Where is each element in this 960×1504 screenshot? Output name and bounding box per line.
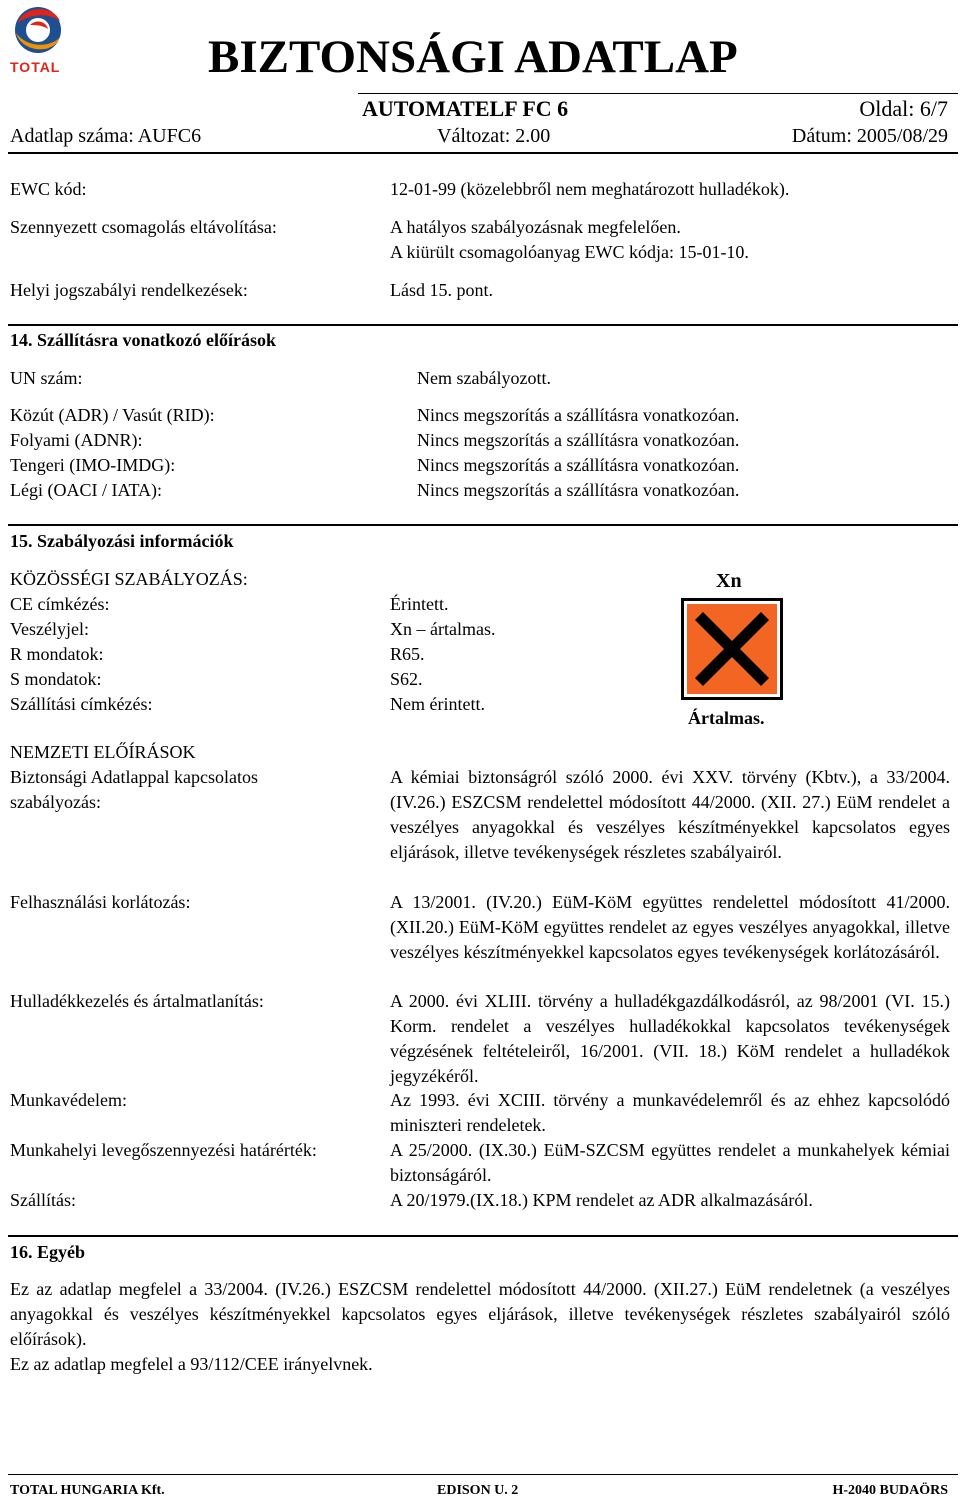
section-14-title: 14. Szállításra vonatkozó előírások: [10, 330, 276, 350]
document-title: BIZTONSÁGI ADATLAP: [208, 31, 738, 83]
logo-text: TOTAL: [10, 59, 61, 75]
un-number-label: UN szám:: [10, 368, 83, 388]
transport-value-river: Nincs megszorítás a szállításra vonatkozóan.: [417, 430, 740, 450]
hazard-symbol-code: Xn: [716, 570, 742, 592]
use-restriction-text: A 13/2001. (IV.20.) EüM-KöM együttes rendelettel módosított 41/2000. (XII.20.) EüM-KöM együttes rendelet az egyes veszélyes anyagokkal, illetve veszélyes készítményekkel kapcsolatos egyes tevékenységek korlátozásáról.: [390, 892, 950, 962]
footer-city: H-2040 BUDAÖRS: [832, 1483, 948, 1498]
eu-label-ce: CE címkézés:: [10, 594, 110, 614]
waste-label: Hulladékkezelés és ártalmatlanítás:: [10, 991, 264, 1011]
sds-label-line-2: szabályozás:: [10, 792, 101, 812]
sds-text: A kémiai biztonságról szóló 2000. évi XXV. törvény (Kbtv.), a 33/2004. (IV.26.) ESZCSM rendelettel módosított 44/2000. (XII. 27.) EüM rendelet a veszélyes anyagokkal és veszélyes készítményekkel kapcsolatos egyes eljárások, illetve tevékenységek részletes szabályairól.: [390, 767, 950, 862]
footer-company: TOTAL HUNGARIA Kft.: [10, 1483, 165, 1498]
date: Dátum: 2005/08/29: [791, 125, 948, 147]
product-name: AUTOMATELF FC 6: [362, 96, 569, 121]
eu-label-transport: Szállítási címkézés:: [10, 694, 153, 714]
work-safety-label: Munkavédelem:: [10, 1090, 127, 1110]
eu-regulation-heading: KÖZÖSSÉGI SZABÁLYOZÁS:: [10, 569, 248, 589]
ewc-label: EWC kód:: [10, 179, 87, 199]
eu-value-ce: Érintett.: [390, 594, 449, 614]
saint-andrew-cross-icon: [681, 598, 783, 700]
section-16-rule: [8, 1235, 958, 1237]
eu-value-r: R65.: [390, 644, 425, 664]
sheet-number: Adatlap száma: AUFC6: [10, 125, 202, 147]
use-restriction-label: Felhasználási korlátozás:: [10, 892, 191, 912]
footer-rule: [8, 1474, 958, 1475]
transport-reg-label: Szállítás:: [10, 1190, 76, 1210]
air-limit-text: A 25/2000. (IX.30.) EüM-SZCSM együttes rendelet a munkahelyek kémiai biztonságáról.: [390, 1140, 950, 1185]
section-16-paragraph: Ez az adatlap megfelel a 33/2004. (IV.26.) ESZCSM rendelettel módosított 44/2000. (XII.27.) EüM rendeletnek (a veszélyes anyagokkal és veszélyes készítményekkel kapcsolatos egyes eljárások, illetve tevékenységek részletes szabályairól szóló előírások).: [10, 1279, 950, 1349]
eu-value-s: S62.: [390, 669, 423, 689]
transport-reg-text: A 20/1979.(IX.18.) KPM rendelet az ADR alkalmazásáról.: [390, 1190, 813, 1210]
eu-label-r: R mondatok:: [10, 644, 104, 664]
footer-street: EDISON U. 2: [437, 1483, 519, 1498]
transport-label-river: Folyami (ADNR):: [10, 430, 143, 450]
total-logo-icon: [8, 3, 68, 57]
header-rule: [8, 152, 958, 154]
eu-label-hazard: Veszélyjel:: [10, 619, 89, 639]
packaging-value-1: A hatályos szabályozásnak megfelelően.: [390, 217, 681, 237]
packaging-value-2: A kiürült csomagolóanyag EWC kódja: 15-01-10.: [390, 242, 749, 262]
eu-value-hazard: Xn – ártalmas.: [390, 619, 496, 639]
section-15-rule: [8, 524, 958, 526]
national-heading: NEMZETI ELŐÍRÁSOK: [10, 742, 196, 762]
local-law-label: Helyi jogszabályi rendelkezések:: [10, 280, 248, 300]
transport-label-road: Közút (ADR) / Vasút (RID):: [10, 405, 215, 425]
packaging-label: Szennyezett csomagolás eltávolítása:: [10, 217, 277, 237]
version: Változat: 2.00: [437, 125, 551, 147]
section-16-line-2: Ez az adatlap megfelel a 93/112/CEE irányelvnek.: [10, 1354, 373, 1374]
total-logo: [8, 3, 68, 77]
transport-value-road: Nincs megszorítás a szállításra vonatkozóan.: [417, 405, 740, 425]
hazard-symbol: [681, 598, 783, 700]
hazard-symbol-caption: Ártalmas.: [688, 708, 765, 728]
section-16-title: 16. Egyéb: [10, 1242, 86, 1262]
transport-label-air: Légi (OACI / IATA):: [10, 480, 163, 500]
sds-label-line-1: Biztonsági Adatlappal kapcsolatos: [10, 767, 258, 787]
ewc-value: 12-01-99 (közelebbről nem meghatározott hulladékok).: [390, 179, 790, 199]
section-15-title: 15. Szabályozási információk: [10, 531, 234, 551]
transport-value-sea: Nincs megszorítás a szállításra vonatkozóan.: [417, 455, 740, 475]
section-14-rule: [8, 324, 958, 326]
air-limit-label: Munkahelyi levegőszennyezési határérték:: [10, 1140, 317, 1160]
waste-text: A 2000. évi XLIII. törvény a hulladékgazdálkodásról, az 98/2001 (VI. 15.) Korm. rendelet a veszélyes hulladékokkal kapcsolatos tevékenységek végzésének feltételeiről, 16/2001. (VII. 18.) KöM rendelet a hulladékok jegyzékéről.: [390, 991, 950, 1086]
local-law-value: Lásd 15. pont.: [390, 280, 493, 300]
transport-value-air: Nincs megszorítás a szállításra vonatkozóan.: [417, 480, 740, 500]
un-number-value: Nem szabályozott.: [417, 368, 551, 388]
page-number: Oldal: 6/7: [859, 96, 948, 121]
eu-label-s: S mondatok:: [10, 669, 102, 689]
eu-value-transport: Nem érintett.: [390, 694, 485, 714]
transport-label-sea: Tengeri (IMO-IMDG):: [10, 455, 176, 475]
work-safety-text: Az 1993. évi XCIII. törvény a munkavédelemről és az ehhez kapcsolódó miniszteri rendeletek.: [390, 1090, 950, 1135]
